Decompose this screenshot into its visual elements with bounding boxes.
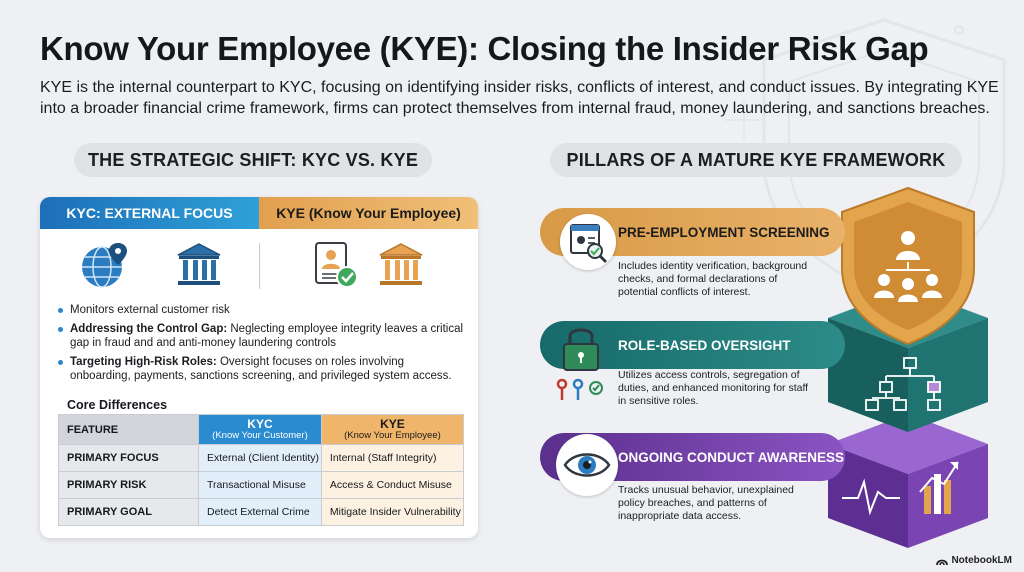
bullet-item: Targeting High-Risk Roles: Oversight focuses on roles involving onboarding, payments, sanctions screening, and privileged system access.: [56, 355, 466, 383]
pillar-stack-graphic: [828, 186, 988, 550]
bullet-item: Addressing the Control Gap: Neglecting employee integrity leaves a critical gap in fraud and and anti-money laundering controls: [56, 322, 466, 350]
core-differences-table: [58, 414, 464, 526]
employee-id-check-icon: [312, 239, 360, 291]
cell-feature: PRIMARY RISK: [59, 472, 199, 499]
bank-building-icon-blue: [174, 239, 224, 289]
cell-feature: PRIMARY GOAL: [59, 499, 199, 526]
pillar-label: PRE-EMPLOYMENT SCREENING: [618, 224, 830, 240]
tab-kye: KYE (Know Your Employee): [259, 197, 478, 229]
pillar-label: ONGOING CONDUCT AWARENESS: [618, 449, 845, 465]
comparison-tabs: [40, 197, 478, 229]
table-header-row: [59, 415, 464, 445]
bullet-item: Monitors external customer risk: [56, 303, 466, 317]
table-row: [59, 472, 464, 499]
bank-building-icon-orange: [376, 239, 426, 289]
cell-feature: PRIMARY FOCUS: [59, 445, 199, 472]
table-row: [59, 499, 464, 526]
globe-pin-icon: [78, 239, 130, 291]
pillar-description: Tracks unusual behavior, unexplained policy breaches, and patterns of inappropriate data access.: [618, 484, 794, 522]
pillar-label: ROLE-BASED OVERSIGHT: [618, 337, 791, 353]
table-row: [59, 445, 464, 472]
section-heading-strategic-shift: THE STRATEGIC SHIFT: KYC VS. KYE: [74, 143, 432, 177]
page-title: Know Your Employee (KYE): Closing the Insider Risk Gap: [40, 30, 929, 67]
cell-kye: Mitigate Insider Vulnerability: [321, 499, 463, 526]
padlock-keys-icon: [548, 322, 618, 408]
cell-kyc: Transactional Misuse: [199, 472, 322, 499]
pillar-description: Utilizes access controls, segregation of duties, and enhanced monitoring for staff in sensitive roles.: [618, 369, 809, 407]
kye-bullet-list: [56, 303, 466, 388]
cell-kye: Internal (Staff Integrity): [321, 445, 463, 472]
cell-kyc: Detect External Crime: [199, 499, 322, 526]
cell-kye: Access & Conduct Misuse: [321, 472, 463, 499]
pillar-description: Includes identity verification, background checks, and formal declarations of potential conflicts of interest.: [618, 260, 808, 298]
header-feature: FEATURE: [59, 415, 199, 445]
icon-divider: [259, 243, 260, 289]
cell-kyc: External (Client Identity): [199, 445, 322, 472]
id-card-search-icon: [560, 214, 616, 270]
kyc-kye-comparison-card: [40, 197, 478, 538]
core-differences-title: Core Differences: [67, 398, 168, 412]
section-heading-pillars: PILLARS OF A MATURE KYE FRAMEWORK: [550, 143, 962, 177]
comparison-icon-row: [40, 229, 478, 299]
header-kye: KYE (Know Your Employee): [321, 415, 463, 445]
eye-icon: [556, 434, 618, 496]
notebooklm-logo-icon: [936, 556, 948, 566]
tab-kyc-external-focus: KYC: EXTERNAL FOCUS: [40, 197, 259, 229]
header-kyc: KYC (Know Your Customer): [199, 415, 322, 445]
page-subtitle: KYE is the internal counterpart to KYC, focusing on identifying insider risks, conflicts of interest, and conduct issues. By integrating KYE into a broader financial crime framework, firms can protect themselves from internal fraud, money laundering, and sanctions breaches.: [40, 79, 999, 117]
notebooklm-brand: NotebookLM: [936, 555, 1012, 566]
